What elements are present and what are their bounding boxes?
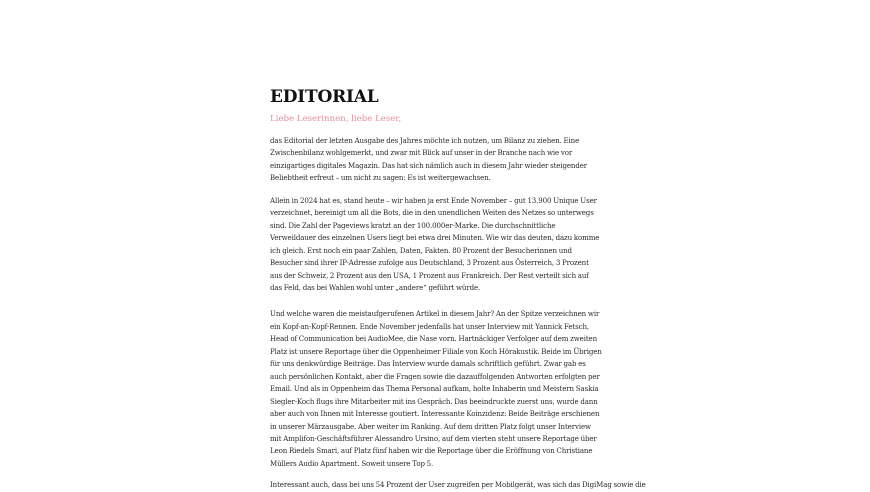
page-title: EDITORIAL <box>270 87 379 107</box>
editorial-article <box>270 86 646 492</box>
paragraph-mobile-usage: Interessant auch, dass bei uns 54 Prozent der User zugreifen per Mobilgerät, was sich das DigiMag sowie die <box>270 480 646 490</box>
paragraph-statistics: Allein in 2024 hat es, stand heute – wir haben ja erst Ende November – gut 13.900 Unique User verzeichnet, bereinigt um all die Bots, die in den unendlichen Weiten des Netzes so unterwegs sind. Die Zahl der Pageviews kratzt an der 100.000er-Marke. Die durchschnittliche Verweildauer des einzelnen Users liegt bei etwa drei Minuten. Wie wir das deuten, dazu komme ich gleich. Erst noch ein paar Zahlen, Daten, Fakten. 80 Prozent der Besucherinnen und Besucher sind ihrer IP-Adresse zufolge aus Deutschland, 3 Prozent aus Österreich, 3 Prozent aus der Schweiz, 2 Prozent aus den USA, 1 Prozent aus Frankreich. Der Rest verteilt sich auf das Feld, das bei Wahlen wohl unter „andere“ geführt würde. <box>270 195 600 292</box>
paragraph-intro: das Editorial der letzten Ausgabe des Jahres möchte ich nutzen, um Bilanz zu ziehen. Eine Zwischenbilanz wohlgemerkt, und zwar mit Blick auf unser in der Branche nach wie vor einzigartiges digitales Magazin. Das hat sich nämlich auch in diesem Jahr wieder steigender Beliebtheit erfreut – um nicht zu sagen: Es ist weitergewachsen. <box>270 136 588 183</box>
salutation: Liebe Leserinnen, liebe Leser, <box>270 114 402 124</box>
paragraph-top-articles: Und welche waren die meistaufgerufenen Artikel in diesem Jahr? An der Spitze verzeichnen wir ein Kopf-an-Kopf-Rennen. Ende November jedenfalls hat unser Interview mit Yannick Fetsch, Head of Communication bei AudioMee, die Nase vorn. Hartnäckiger Verfolger auf dem zweiten Platz ist unsere Reportage über die Oppenheimer Filiale von Koch Hörakustik. Beide im Übrigen für uns denkwürdige Beiträge. Das Interview wurde damals schriftlich geführt. Zwar gab es auch persönlichen Kontakt, aber die Fragen sowie die dazauffolgenden Antworten erfolgten per Email. Und als in Oppenheim das Thema Personal aufkam, holte Inhaberin und Meistern Saskia Siegler-Koch flugs ihre Mitarbeiter mit ins Gespräch. Das beeindruckte zuerst uns, wurde dann aber auch von Ihnen mit Interesse goutiert. Interessante Koinzidenz: Beide Beiträge erschienen in unserer Märzausgabe. Aber weiter im Ranking. Auf dem dritten Platz folgt unser Interview mit Amplifon-Geschäftsführer Alessandro Ursino, auf dem vierten steht unsere Reportage über Leon Riedels Smari, auf Platz fünf haben wir die Reportage über die Eröffnung von Christiane Müllers Audio Apartment. Soweit unsere Top 5. <box>270 309 602 468</box>
